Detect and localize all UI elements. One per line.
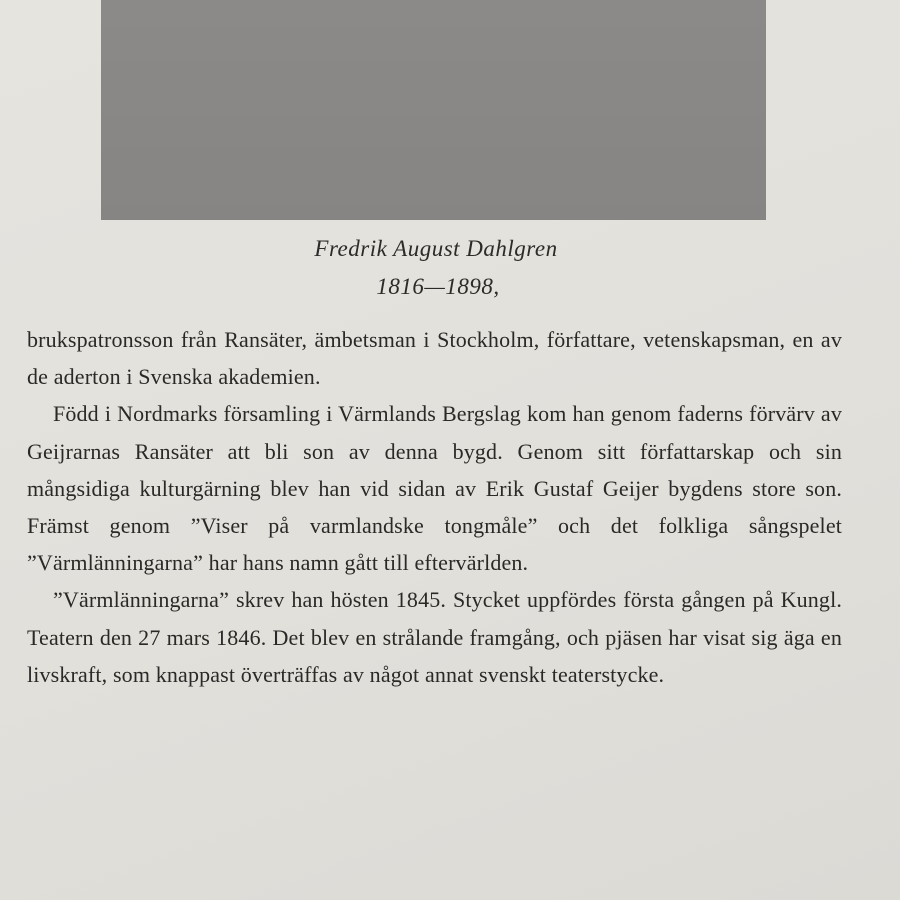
portrait-caption-years: 1816—1898, (376, 274, 500, 299)
portrait-photo (101, 0, 766, 220)
portrait-caption-name: Fredrik August Dahlgren (314, 236, 558, 261)
paragraph-play: ”Värmlänningarna” skrev han hösten 1845. Stycket uppfördes första gången på Kungl. Teatern den 27 mars 1846. Det blev en strålande framgång, och pjäsen har visat sig äga en livskraft, som knappast överträffas av något annat svenskt teaterstycke. (27, 587, 842, 687)
biography-text (27, 321, 842, 693)
paragraph-biography: Född i Nordmarks församling i Värmlands Bergslag kom han genom faderns förvärv av Geijrarnas Ransäter att bli son av denna bygd. Genom sitt författarskap och sin mångsidiga kulturgärning blev han vid sidan av Erik Gustaf Geijer bygdens store son. Främst genom ”Viser på varmlandske tongmåle” och det folkliga sångspelet ”Värmlänningarna” har hans namn gått till eftervärlden. (27, 401, 842, 576)
paragraph-intro: brukspatronsson från Ransäter, ämbetsman i Stockholm, författare, vetenskapsman, en av de aderton i Svenska akademien. (27, 327, 842, 390)
